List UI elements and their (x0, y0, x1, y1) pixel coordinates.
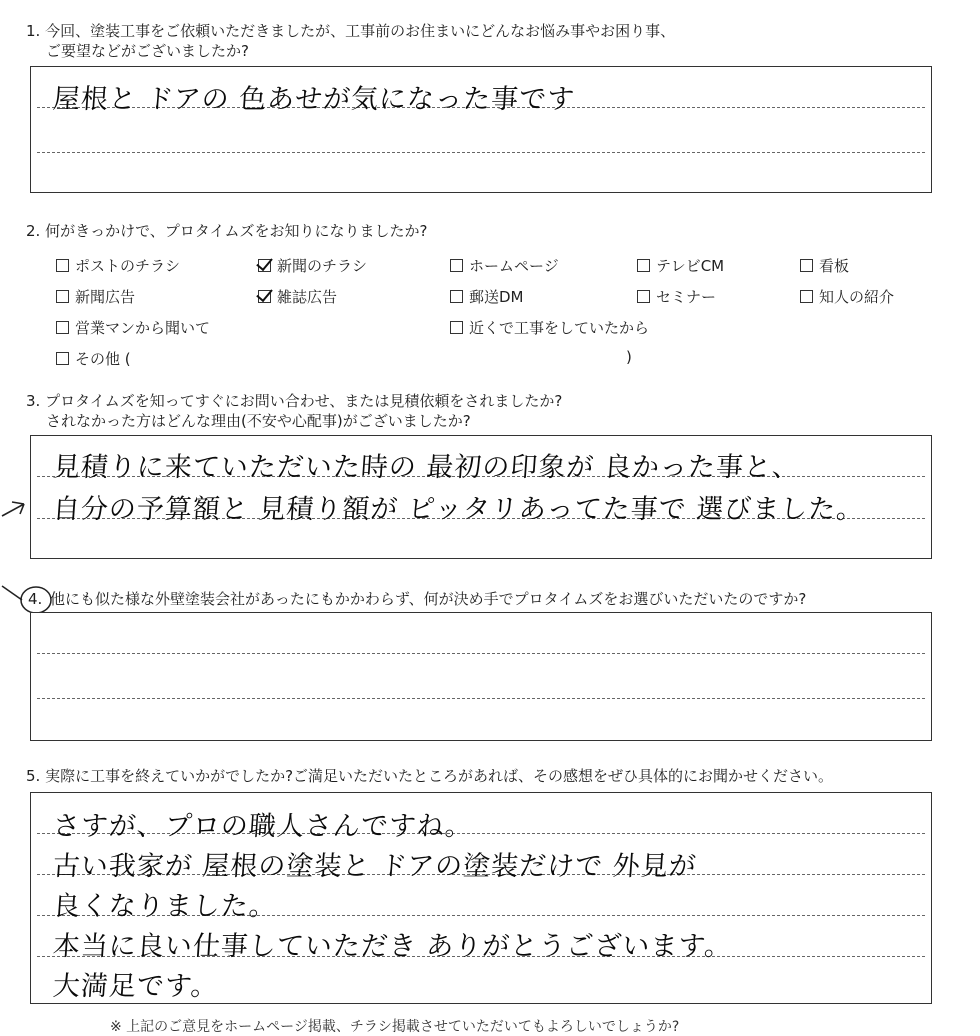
q1-rule (37, 152, 925, 153)
option-label: 知人の紹介 (819, 288, 895, 306)
q4-number: 4. (28, 590, 43, 608)
q3-answer-line: 見積りに来ていただいた時の 最初の印象が 良かった事と、 (51, 452, 802, 483)
q3-answer-box (30, 435, 932, 559)
option-newspaper-flyer[interactable] (258, 255, 367, 276)
checkbox[interactable] (450, 259, 463, 272)
q5-answer-line: 大満足です。 (51, 971, 220, 1002)
checkbox[interactable] (56, 290, 69, 303)
checkbox[interactable] (56, 352, 69, 365)
q5-answer-line: 良くなりました。 (51, 891, 278, 922)
q1-answer-box (30, 66, 932, 193)
option-post-flyer[interactable] (56, 255, 180, 276)
option-label: セミナー (656, 288, 717, 306)
option-magazine-ad[interactable] (258, 286, 337, 307)
checkbox[interactable] (450, 290, 463, 303)
option-label: 新聞広告 (75, 288, 136, 306)
q5-answer-line: さすが、プロの職人さんですね。 (51, 811, 474, 842)
checkbox[interactable] (637, 290, 650, 303)
footer-note: ※ 上記のご意見をホームページ掲載、チラシ掲載させていただいてもよろしいでしょうか? (110, 1019, 680, 1035)
option-signboard[interactable] (800, 255, 849, 276)
option-sales-rep[interactable] (56, 317, 210, 338)
option-tv-cm[interactable] (637, 255, 724, 276)
checkbox[interactable] (258, 259, 271, 272)
q5-text: 5. 実際に工事を終えていかがでしたか?ご満足いただいたところがあれば、その感想をぜひ具体的にお聞かせください。 (26, 767, 834, 785)
option-label: 近くで工事をしていたから (469, 319, 650, 337)
option-other[interactable] (56, 348, 131, 369)
q3-text-line2: されなかった方はどんな理由(不安や心配事)がございましたか? (46, 412, 471, 430)
option-seminar[interactable] (637, 286, 716, 307)
q4-rule (37, 653, 925, 654)
option-newspaper-ad[interactable] (56, 286, 135, 307)
checkbox[interactable] (800, 259, 813, 272)
checkbox[interactable] (56, 259, 69, 272)
option-label: 雑誌広告 (277, 288, 338, 306)
q3-answer-line: 自分の予算額と 見積り額が ピッタリあってた事で 選びました。 (51, 494, 866, 525)
option-label: テレビCM (656, 257, 725, 275)
option-label: 営業マンから聞いて (75, 319, 211, 337)
option-label: 新聞のチラシ (277, 257, 368, 275)
q4-text: 他にも似た様な外壁塗装会社があったにもかかわらず、何が決め手でプロタイムズをお選びいただいたのですか? (50, 590, 807, 608)
checkbox[interactable] (637, 259, 650, 272)
checkbox[interactable] (56, 321, 69, 334)
q4-answer-box (30, 612, 932, 741)
option-homepage[interactable] (450, 255, 559, 276)
q5-answer-line: 本当に良い仕事していただき ありがとうございます。 (51, 931, 734, 962)
q5-answer-box (30, 792, 932, 1004)
option-label: ポストのチラシ (75, 257, 181, 275)
option-nearby-work[interactable] (450, 317, 649, 338)
checkbox[interactable] (258, 290, 271, 303)
q3-text-line1: 3. プロタイムズを知ってすぐにお問い合わせ、または見積依頼をされましたか? (26, 392, 563, 410)
q1-text-line1: 1. 今回、塗装工事をご依頼いただきましたが、工事前のお住まいにどんなお悩み事やお困り事、 (26, 22, 676, 40)
option-other-close: ) (626, 348, 632, 366)
q1-answer-line: 屋根と ドアの 色あせが気になった事です (51, 84, 577, 115)
q5-answer-line: 古い我家が 屋根の塗装と ドアの塗装だけで 外見が (51, 851, 698, 882)
option-mail-dm[interactable] (450, 286, 524, 307)
arrow-mark-icon (0, 496, 30, 520)
checkbox[interactable] (800, 290, 813, 303)
option-label: ホームページ (469, 257, 559, 275)
q2-text: 2. 何がきっかけで、プロタイムズをお知りになりましたか? (26, 222, 428, 240)
q1-text-line2: ご要望などがございましたか? (46, 42, 249, 60)
q4-rule (37, 698, 925, 699)
option-label: その他 ( (75, 350, 131, 368)
option-label: 看板 (819, 257, 850, 275)
option-referral[interactable] (800, 286, 894, 307)
option-label: 郵送DM (469, 288, 524, 306)
checkbox[interactable] (450, 321, 463, 334)
